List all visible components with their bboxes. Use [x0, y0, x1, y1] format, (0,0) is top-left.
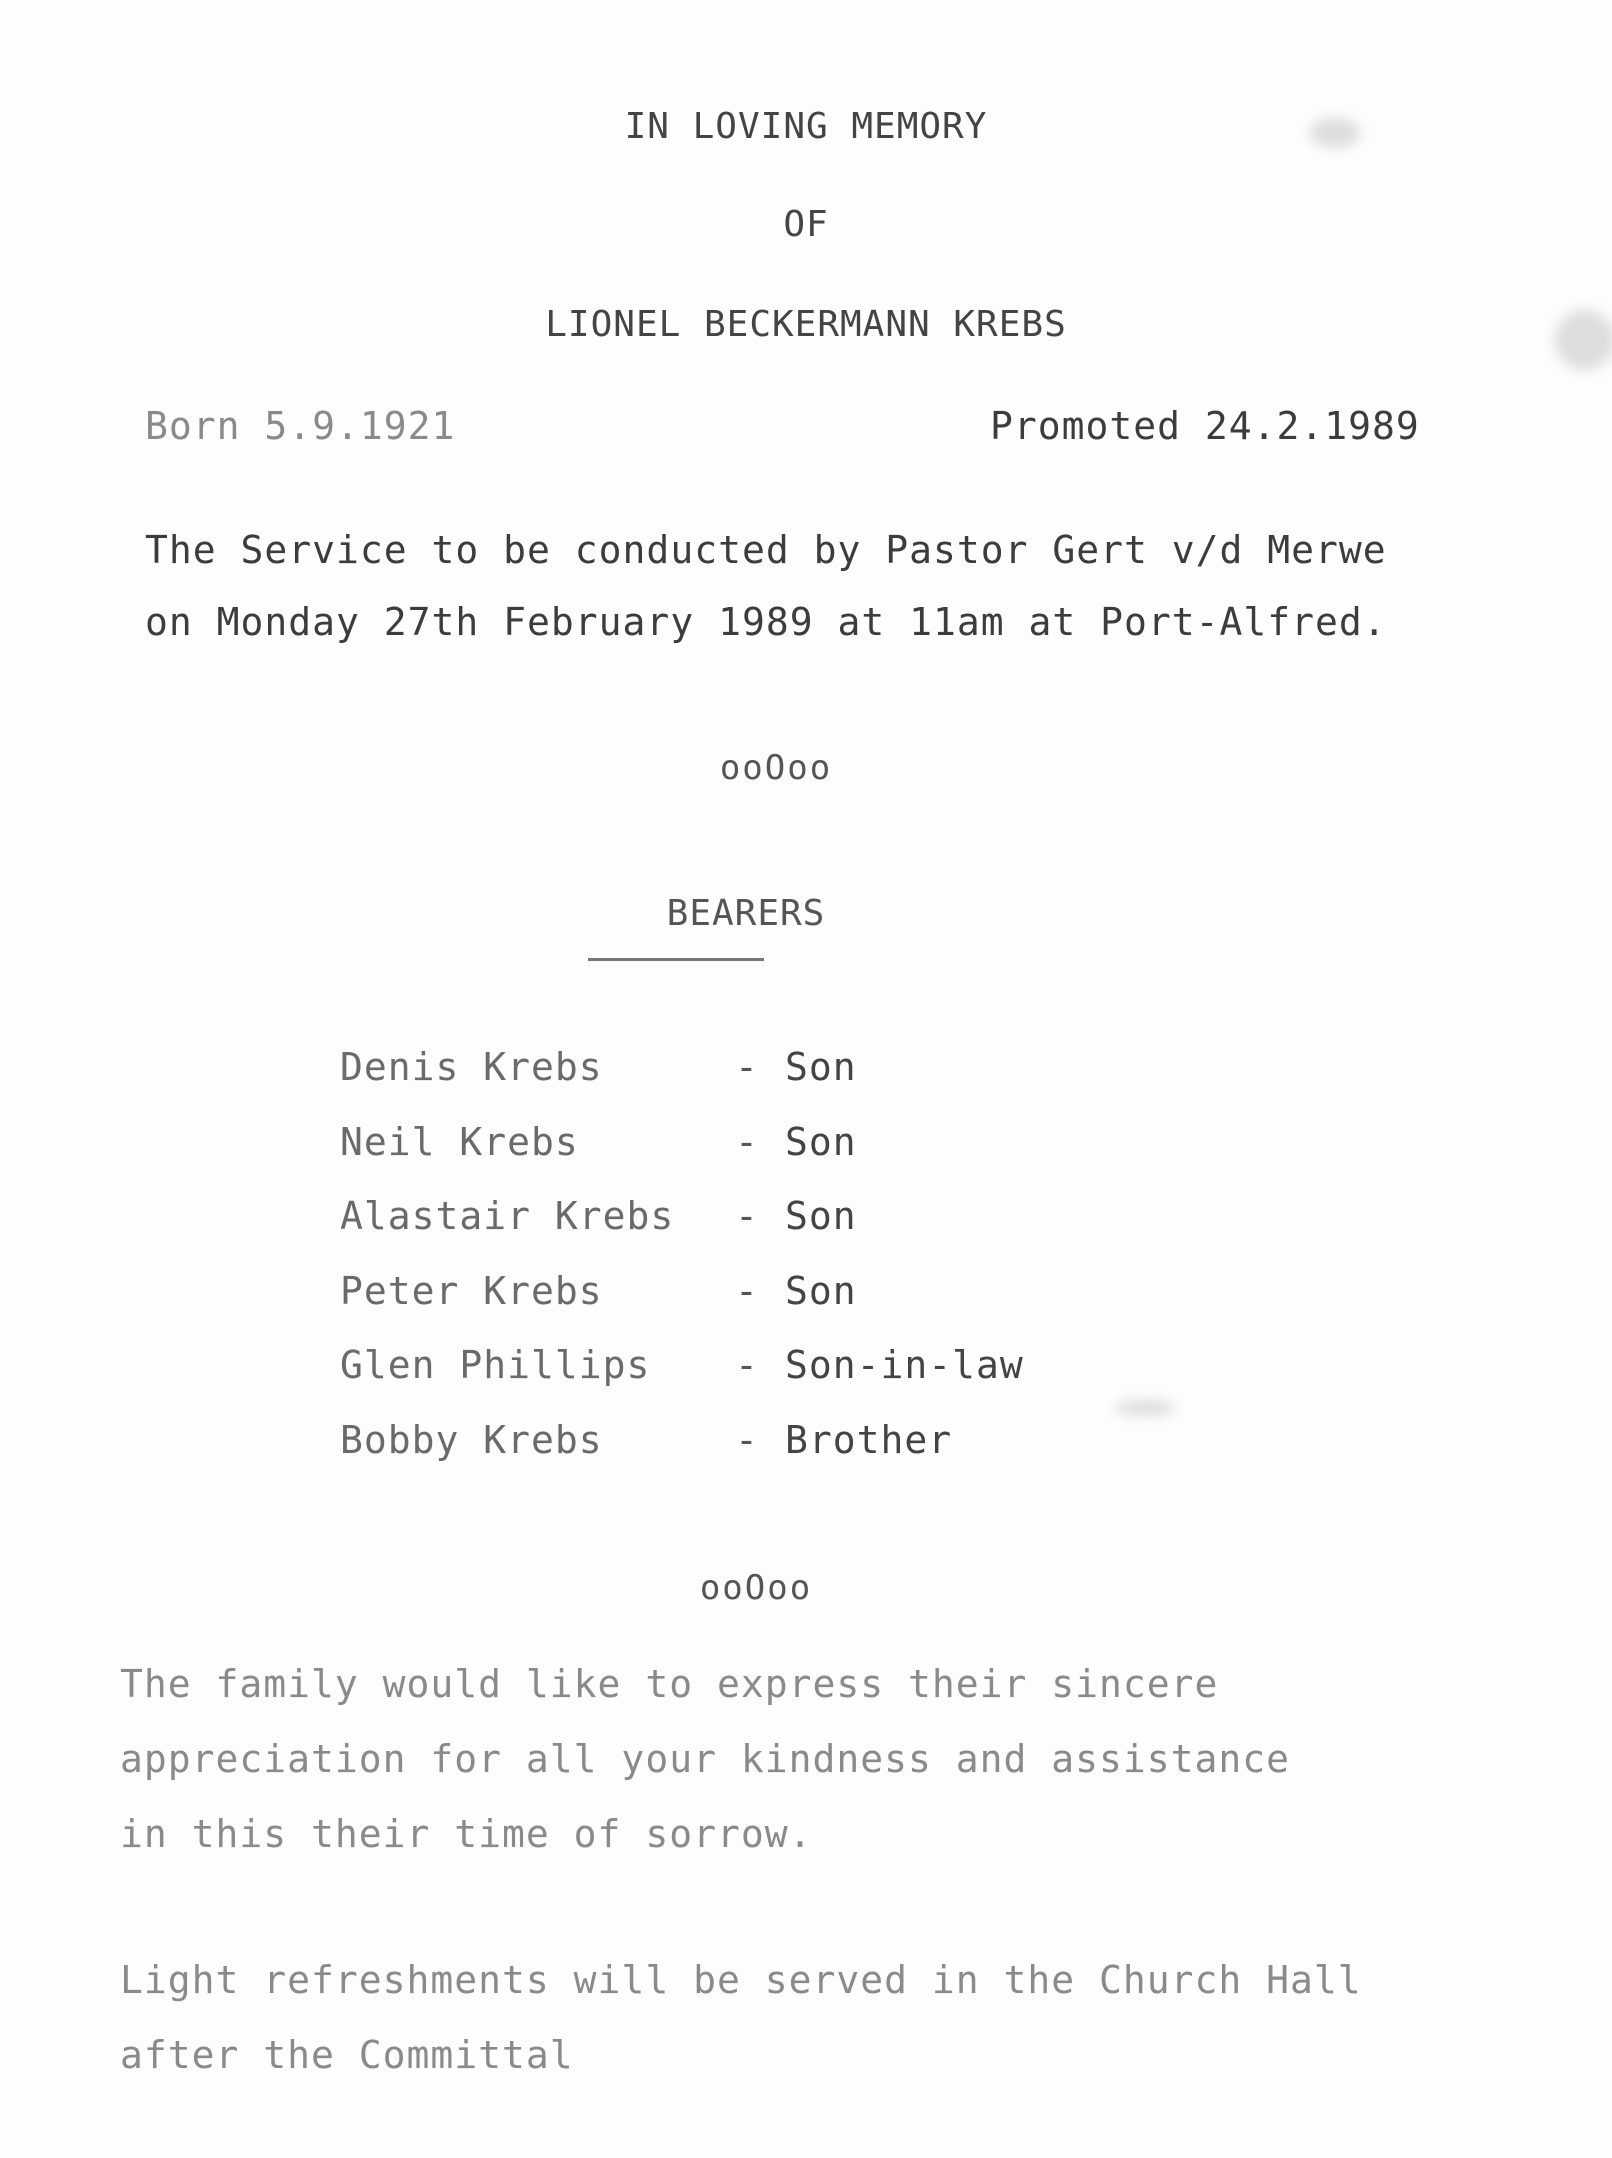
bearer-row: [340, 1269, 857, 1313]
bearer-dash: -: [735, 1417, 759, 1462]
bearers-title-underline: [588, 958, 764, 961]
bearer-name: Alastair Krebs: [340, 1194, 675, 1238]
refreshments-line-1: Light refreshments will be served in the Church Hall: [120, 1958, 1362, 2002]
bearer-row: [340, 1194, 857, 1238]
bearer-relation: Son-in-law: [785, 1343, 1024, 1387]
bearer-name: Denis Krebs: [340, 1045, 603, 1089]
scan-smudge: [1115, 1400, 1175, 1416]
thanks-line-3: in this their time of sorrow.: [120, 1812, 813, 1856]
bearer-relation: Son: [785, 1268, 857, 1313]
bearer-name: Peter Krebs: [340, 1268, 603, 1313]
bearer-dash: -: [735, 1268, 759, 1313]
bearer-relation: Son: [785, 1119, 857, 1164]
heading-name: LIONEL BECKERMANN KREBS: [545, 304, 1067, 345]
refreshments-line-2: after the Committal: [120, 2033, 574, 2077]
born-date: Born 5.9.1921: [145, 404, 456, 448]
bearer-relation: Brother: [785, 1417, 953, 1462]
bearer-dash: -: [735, 1343, 759, 1387]
bearer-row: [340, 1343, 1024, 1387]
service-line-2: on Monday 27th February 1989 at 11am at Port-Alfred.: [145, 600, 1387, 644]
bearer-row: [340, 1045, 857, 1089]
heading-of: OF: [783, 204, 829, 245]
bearer-row: [340, 1120, 857, 1164]
thanks-line-1: The family would like to express their sincere: [120, 1662, 1219, 1706]
separator-1: ooOoo: [719, 748, 833, 788]
bearer-row: [340, 1418, 952, 1462]
promoted-date: Promoted 24.2.1989: [990, 404, 1420, 448]
bearer-name: Neil Krebs: [340, 1119, 579, 1164]
bearer-dash: -: [735, 1194, 759, 1238]
bearer-name: Glen Phillips: [340, 1343, 651, 1387]
bearers-title: BEARERS: [666, 893, 826, 934]
bearer-name: Bobby Krebs: [340, 1417, 603, 1462]
service-line-1: The Service to be conducted by Pastor Gert v/d Merwe: [145, 528, 1387, 572]
thanks-line-2: appreciation for all your kindness and assistance: [120, 1737, 1291, 1781]
separator-2: ooOoo: [699, 1568, 813, 1608]
bearer-relation: Son: [785, 1045, 857, 1089]
heading-in-loving-memory: IN LOVING MEMORY: [624, 106, 988, 147]
bearer-relation: Son: [785, 1194, 857, 1238]
bearer-dash: -: [735, 1119, 759, 1164]
bearer-dash: -: [735, 1045, 759, 1089]
